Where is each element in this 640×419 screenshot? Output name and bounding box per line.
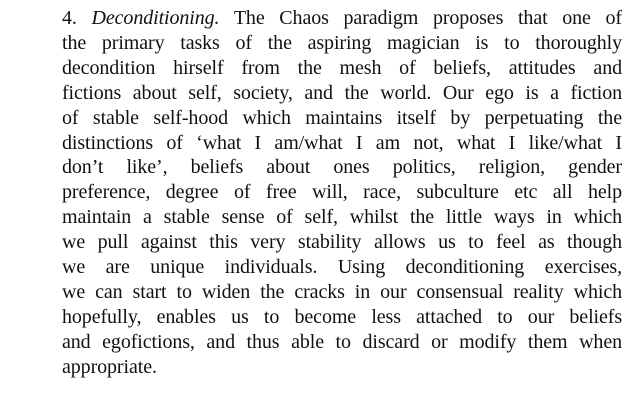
paragraph-line-9: maintain a stable sense of self, whilst the little ways in which <box>62 206 622 229</box>
line-text: The Chaos paradigm proposes that one of <box>233 7 622 29</box>
paragraph-line-2: the primary tasks of the aspiring magician is to thoroughly <box>62 31 622 54</box>
paragraph-line-8: preference, degree of free will, race, subculture etc all help <box>62 181 622 204</box>
paragraph-line-14: and egofictions, and thus able to discard or modify them when <box>62 330 622 353</box>
paragraph-line-11: we are unique individuals. Using deconditioning exercises, <box>62 256 622 279</box>
paragraph-line-12: we can start to widen the cracks in our consensual reality which <box>62 280 622 303</box>
paragraph-line-6: distinctions of ‘what I am/what I am not, what I like/what I <box>62 131 622 154</box>
section-number: 4. <box>62 7 77 29</box>
paragraph-line-15: appropriate. <box>62 355 157 378</box>
paragraph-line-13: hopefully, enables us to become less attached to our beliefs <box>62 305 622 328</box>
section-heading: Deconditioning. <box>91 7 220 29</box>
body-paragraph <box>62 6 622 380</box>
paragraph-line-10: we pull against this very stability allows us to feel as though <box>62 231 622 254</box>
paragraph-line-1 <box>62 6 622 31</box>
paragraph-line-4: fictions about self, society, and the world. Our ego is a fiction <box>62 81 622 104</box>
paragraph-line-5: of stable self-hood which maintains itself by perpetuating the <box>62 106 622 129</box>
paragraph-line-3: decondition hirself from the mesh of beliefs, attitudes and <box>62 56 622 79</box>
paragraph-line-7: don’t like’, beliefs about ones politics, religion, gender <box>62 156 622 179</box>
